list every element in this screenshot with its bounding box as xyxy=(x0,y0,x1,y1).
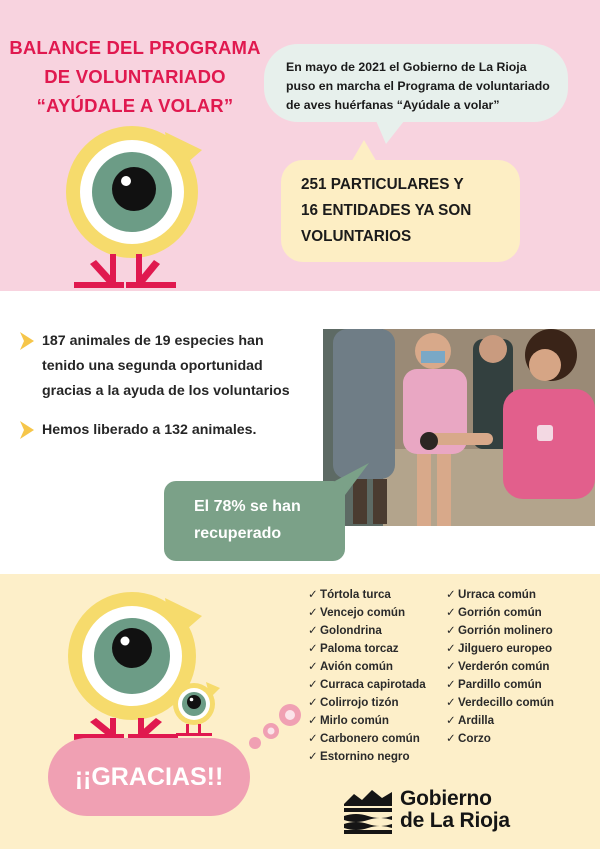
species-item: ✓ Curraca capirotada xyxy=(308,676,426,694)
intro-line: En mayo de 2021 el Gobierno de La Rioja xyxy=(286,60,527,74)
intro-line: de aves huérfanas “Ayúdale a volar” xyxy=(286,98,500,112)
species-item: ✓ Paloma torcaz xyxy=(308,640,426,658)
check-icon: ✓ xyxy=(308,660,318,673)
check-icon: ✓ xyxy=(308,750,318,763)
recovered-line: El 78% se han xyxy=(194,498,301,515)
species-item: ✓ Mirlo común xyxy=(308,712,426,730)
species-item: ✓ Jilguero europeo xyxy=(446,640,554,658)
intro-bubble xyxy=(264,44,568,122)
highlight-line: gracias a la ayuda de los voluntarios xyxy=(42,383,290,399)
bird-illustration xyxy=(60,126,210,291)
species-item: ✓ Golondrina xyxy=(308,622,426,640)
thought-bubbles xyxy=(244,703,306,753)
recovered-line: recuperado xyxy=(194,525,282,542)
check-icon: ✓ xyxy=(446,732,456,745)
check-icon: ✓ xyxy=(446,624,456,637)
volunteers-line: 16 ENTIDADES YA SON xyxy=(301,202,472,219)
logo-line: de La Rioja xyxy=(400,809,510,832)
eye-highlight xyxy=(121,637,130,646)
species-item: ✓ Gorrión común xyxy=(446,604,554,622)
check-icon: ✓ xyxy=(446,714,456,727)
title-line: “AYÚDALE A VOLAR” xyxy=(36,95,234,116)
species-list xyxy=(308,586,426,766)
species-item: ✓ Verdecillo común xyxy=(446,694,554,712)
check-icon: ✓ xyxy=(308,714,318,727)
thanks-bubble: ¡¡GRACIAS!! xyxy=(48,738,250,816)
check-icon: ✓ xyxy=(308,606,318,619)
check-icon: ✓ xyxy=(308,642,318,655)
check-icon: ✓ xyxy=(308,696,318,709)
species-item: ✓ Pardillo común xyxy=(446,676,554,694)
check-icon: ✓ xyxy=(308,588,318,601)
top-section xyxy=(0,0,600,291)
bird-feet xyxy=(74,254,176,288)
check-icon: ✓ xyxy=(308,732,318,745)
species-item: ✓ Vencejo común xyxy=(308,604,426,622)
photo-scene xyxy=(323,329,595,526)
highlight-item xyxy=(20,329,290,404)
highlight-line: tenido una segunda oportunidad xyxy=(42,358,263,374)
check-icon: ✓ xyxy=(446,588,456,601)
species-item: ✓ Gorrión molinero xyxy=(446,622,554,640)
bullet-arrow-icon xyxy=(20,421,34,439)
volunteers-photo xyxy=(323,329,595,526)
species-item: ✓ Colirrojo tizón xyxy=(308,694,426,712)
title-line: BALANCE DEL PROGRAMA xyxy=(9,37,261,58)
check-icon: ✓ xyxy=(308,624,318,637)
species-item: ✓ Corzo xyxy=(446,730,554,748)
volunteers-bubble xyxy=(281,160,520,262)
volunteers-line: 251 PARTICULARES Y xyxy=(301,176,464,193)
species-item: ✓ Verderón común xyxy=(446,658,554,676)
bird-feet xyxy=(74,718,178,740)
check-icon: ✓ xyxy=(308,678,318,691)
species-item: ✓ Estornino negro xyxy=(308,748,426,766)
bullet-arrow-icon xyxy=(20,332,34,350)
check-icon: ✓ xyxy=(446,606,456,619)
volunteers-line: VOLUNTARIOS xyxy=(301,228,412,245)
species-item: ✓ Avión común xyxy=(308,658,426,676)
logo-line: Gobierno xyxy=(400,787,492,810)
check-icon: ✓ xyxy=(446,696,456,709)
check-icon: ✓ xyxy=(446,660,456,673)
government-logo xyxy=(342,788,532,836)
title-line: DE VOLUNTARIADO xyxy=(44,66,226,87)
highlight-line: 187 animales de 19 especies han xyxy=(42,333,264,349)
highlight-line: Hemos liberado a 132 animales. xyxy=(42,422,257,438)
species-item: ✓ Ardilla xyxy=(446,712,554,730)
highlight-item xyxy=(20,418,257,443)
species-item: ✓ Carbonero común xyxy=(308,730,426,748)
eye-pupil xyxy=(112,628,152,668)
page-title xyxy=(4,33,266,120)
species-item: ✓ Urraca común xyxy=(446,586,554,604)
intro-line: puso en marcha el Programa de voluntariado xyxy=(286,79,550,93)
small-bird-illustration xyxy=(172,680,222,738)
species-list xyxy=(446,586,554,748)
logo-mark-icon xyxy=(342,788,394,836)
recovered-bubble xyxy=(164,481,345,561)
check-icon: ✓ xyxy=(446,678,456,691)
species-item: ✓ Tórtola turca xyxy=(308,586,426,604)
check-icon: ✓ xyxy=(446,642,456,655)
eye-pupil xyxy=(112,167,156,211)
eye-highlight xyxy=(121,176,131,186)
